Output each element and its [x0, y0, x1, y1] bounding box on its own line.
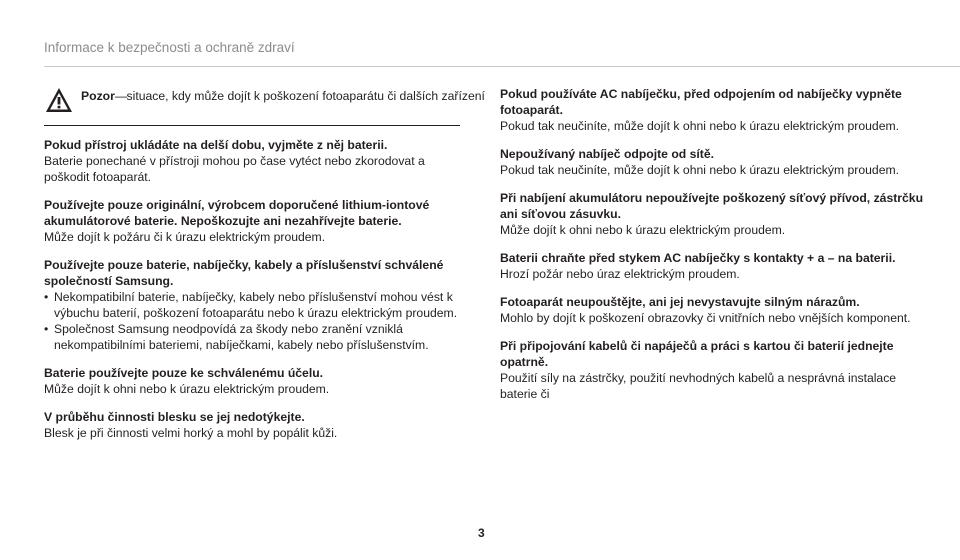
header-divider [44, 66, 960, 67]
right-column [500, 86, 930, 414]
safety-item [500, 86, 930, 134]
bullet-item [44, 289, 464, 321]
bullet-marker: • [44, 322, 49, 336]
bullet-item [44, 321, 464, 353]
safety-item-title: Používejte pouze originální, výrobcem doporučené lithium-iontové akumulátorové baterie. Nepoškozujte ani nezahřívejte baterie. [44, 198, 430, 228]
safety-item [44, 257, 464, 353]
safety-item [500, 294, 930, 326]
caution-legend [44, 80, 485, 127]
safety-item [500, 338, 930, 402]
safety-item [500, 146, 930, 178]
safety-item-title: Pokud přístroj ukládáte na delší dobu, vyjměte z něj baterii. [44, 138, 388, 152]
bullet-text: Nekompatibilní baterie, nabíječky, kabely nebo příslušenství mohou vést k výbuchu baterií, poškození fotoaparátu nebo k úrazu elektrickým proudem. [54, 290, 458, 320]
left-column [44, 137, 464, 453]
safety-item [44, 365, 464, 397]
safety-item-text: Použití síly na zástrčky, použití nevhodných kabelů a nesprávná instalace baterie či [500, 371, 897, 401]
safety-item-text: Může dojít k ohni nebo k úrazu elektrickým proudem. [500, 223, 786, 237]
caution-description: situace, kdy může dojít k poškození fotoaparátu či dalších zařízení [126, 89, 485, 103]
safety-item [500, 250, 930, 282]
safety-item [44, 409, 464, 441]
safety-item-title: Používejte pouze baterie, nabíječky, kabely a příslušenství schválené společností Samsung. [44, 258, 444, 288]
safety-item-text: Mohlo by dojít k poškození obrazovky či vnitřních nebo vnějších komponent. [500, 311, 911, 325]
caution-divider [44, 125, 460, 126]
safety-item-text: Pokud tak neučiníte, může dojít k ohni nebo k úrazu elektrickým proudem. [500, 163, 900, 177]
safety-item [44, 197, 464, 245]
caution-dash: — [114, 89, 127, 103]
safety-item-text: Hrozí požár nebo úraz elektrickým proudem. [500, 267, 740, 281]
safety-item-text: Blesk je při činnosti velmi horký a mohl by popálit kůži. [44, 426, 338, 440]
safety-item-title: Fotoaparát neupouštějte, ani jej nevystavujte silným nárazům. [500, 295, 860, 309]
safety-item-text: Může dojít k požáru či k úrazu elektrickým proudem. [44, 230, 326, 244]
caution-legend-text [81, 89, 485, 103]
safety-item-title: Při připojování kabelů či napáječů a práci s kartou či baterií jednejte opatrně. [500, 339, 894, 369]
bullet-text: Společnost Samsung neodpovídá za škody nebo zranění vzniklá nekompatibilními bateriemi, nabíječkami, kabely nebo příslušenstvím. [54, 322, 429, 352]
safety-item-title: V průběhu činnosti blesku se jej nedotýkejte. [44, 410, 305, 424]
safety-item-text: Může dojít k ohni nebo k úrazu elektrickým proudem. [44, 382, 330, 396]
safety-item-title: Nepoužívaný nabíječ odpojte od sítě. [500, 147, 714, 161]
safety-item-text: Baterie ponechané v přístroji mohou po čase vytéct nebo zkorodovat a poškodit fotoaparát. [44, 154, 425, 184]
page-header-title: Informace k bezpečnosti a ochraně zdraví [44, 40, 295, 55]
safety-item-text: Pokud tak neučiníte, může dojít k ohni nebo k úrazu elektrickým proudem. [500, 119, 900, 133]
page-number: 3 [478, 526, 485, 540]
bullet-marker: • [44, 290, 49, 304]
safety-item-title: Baterii chraňte před stykem AC nabíječky s kontakty + a – na baterii. [500, 251, 896, 265]
safety-item [500, 190, 930, 238]
safety-item-title: Při nabíjení akumulátoru nepoužívejte poškozený síťový přívod, zástrčku ani síťovou zásuvku. [500, 191, 924, 221]
safety-item-title: Baterie používejte pouze ke schválenému účelu. [44, 366, 324, 380]
safety-item-title: Pokud používáte AC nabíječku, před odpojením od nabíječky vypněte fotoaparát. [500, 87, 902, 117]
caution-label: Pozor [81, 89, 115, 103]
safety-item [44, 137, 464, 185]
warning-triangle-icon [44, 86, 74, 114]
